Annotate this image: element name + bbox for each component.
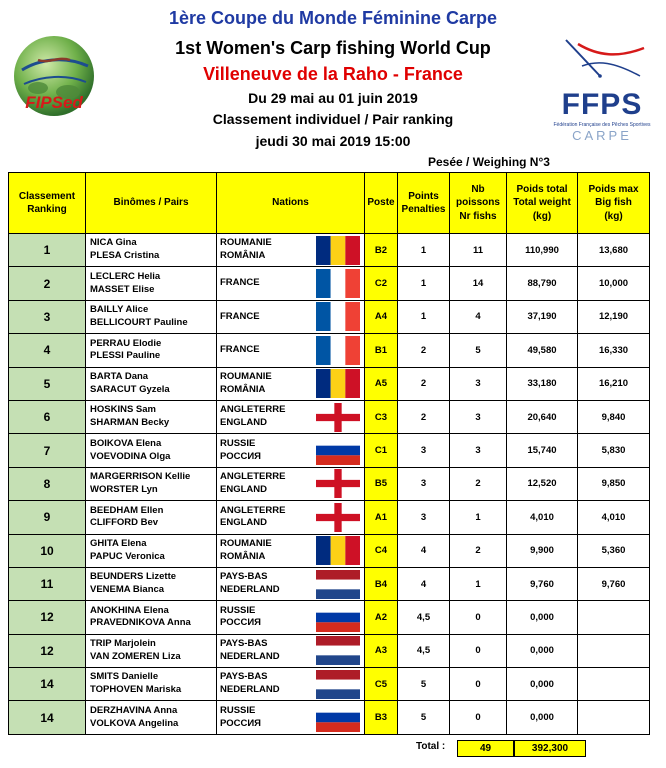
big-fish-cell: 4,010 xyxy=(578,501,650,534)
table-row xyxy=(9,334,650,367)
penalties-cell: 1 xyxy=(398,234,450,267)
rank-cell: 14 xyxy=(9,701,86,734)
poste-cell: A3 xyxy=(365,634,398,667)
total-weight-cell: 9,760 xyxy=(507,567,578,600)
rank-cell: 14 xyxy=(9,668,86,701)
rank-cell: 4 xyxy=(9,334,86,367)
big-fish-cell: 10,000 xyxy=(578,267,650,300)
nation-name-fr: ROUMANIE xyxy=(220,370,272,382)
rank-cell: 7 xyxy=(9,434,86,467)
pair-member-2: VOEVODINA Olga xyxy=(90,450,171,462)
total-weight-cell: 0,000 xyxy=(507,701,578,734)
pair-member-2: SHARMAN Becky xyxy=(90,417,170,429)
penalties-cell: 2 xyxy=(398,334,450,367)
poste-cell: C2 xyxy=(365,267,398,300)
col-poste-header: Poste xyxy=(365,173,398,234)
pair-member-2: PLESSI Pauline xyxy=(90,350,161,362)
fish-count-cell: 5 xyxy=(450,334,507,367)
total-fish: 49 xyxy=(457,740,514,757)
pair-member-2: PLESA Cristina xyxy=(90,250,160,262)
total-weight-cell: 110,990 xyxy=(507,234,578,267)
rank-cell: 2 xyxy=(9,267,86,300)
big-fish-cell: 9,850 xyxy=(578,467,650,500)
big-fish-cell: 9,840 xyxy=(578,400,650,433)
subtitle: Classement individuel / Pair ranking xyxy=(212,111,454,127)
fish-count-cell: 0 xyxy=(450,701,507,734)
nation-cell xyxy=(217,434,312,467)
netherlands-flag-icon xyxy=(312,567,365,600)
fish-count-cell: 0 xyxy=(450,668,507,701)
nation-name-local: РОССИЯ xyxy=(220,717,261,729)
poste-cell: C5 xyxy=(365,668,398,701)
table-row xyxy=(9,601,650,634)
total-label: Total : xyxy=(416,741,446,752)
table-row xyxy=(9,300,650,333)
nation-name-local: ENGLAND xyxy=(220,517,267,529)
penalties-cell: 5 xyxy=(398,701,450,734)
nation-name-local: РОССИЯ xyxy=(220,617,261,629)
ffps-logo xyxy=(548,36,656,146)
total-weight-cell: 33,180 xyxy=(507,367,578,400)
nation-name-local: ROMÂNIA xyxy=(220,250,266,262)
romania-flag-icon xyxy=(312,234,365,267)
penalties-cell: 3 xyxy=(398,467,450,500)
pair-cell xyxy=(86,234,217,267)
fish-count-cell: 2 xyxy=(450,534,507,567)
nation-cell xyxy=(217,467,312,500)
location: Villeneuve de la Raho - France xyxy=(203,64,463,84)
big-fish-cell xyxy=(578,634,650,667)
pair-member-1: BARTA Dana xyxy=(90,370,149,382)
pair-member-2: PAPUC Veronica xyxy=(90,550,165,562)
nation-name-local: ROMÂNIA xyxy=(220,550,266,562)
nation-name-fr: FRANCE xyxy=(220,343,260,355)
nation-cell xyxy=(217,701,312,734)
rank-cell: 5 xyxy=(9,367,86,400)
table-row xyxy=(9,634,650,667)
nation-name-fr: PAYS-BAS xyxy=(220,671,268,683)
pair-cell xyxy=(86,300,217,333)
nation-cell xyxy=(217,601,312,634)
pair-member-1: TRIP Marjolein xyxy=(90,638,156,650)
penalties-cell: 3 xyxy=(398,501,450,534)
ffps-logo-text: FFPS xyxy=(561,88,643,121)
nation-name-fr: PAYS-BAS xyxy=(220,638,268,650)
nation-cell xyxy=(217,634,312,667)
fish-count-cell: 0 xyxy=(450,601,507,634)
pair-cell xyxy=(86,434,217,467)
total-weight-cell: 49,580 xyxy=(507,334,578,367)
poste-cell: B2 xyxy=(365,234,398,267)
poste-cell: A5 xyxy=(365,367,398,400)
nation-name-fr: PAYS-BAS xyxy=(220,571,268,583)
nation-name-fr: RUSSIE xyxy=(220,604,256,616)
table-row xyxy=(9,534,650,567)
pair-member-1: MARGERRISON Kellie xyxy=(90,471,191,483)
total-weight-cell: 9,900 xyxy=(507,534,578,567)
pair-cell xyxy=(86,567,217,600)
penalties-cell: 4,5 xyxy=(398,634,450,667)
poste-cell: C3 xyxy=(365,400,398,433)
rank-cell: 1 xyxy=(9,234,86,267)
france-flag-icon xyxy=(312,267,365,300)
col-weight-header: Poids total Total weight (kg) xyxy=(507,173,578,234)
pair-cell xyxy=(86,534,217,567)
weighing-label: Pesée / Weighing N°3 xyxy=(428,155,550,169)
pair-member-1: SMITS Danielle xyxy=(90,671,159,683)
fish-count-cell: 3 xyxy=(450,400,507,433)
total-weight-cell: 20,640 xyxy=(507,400,578,433)
nation-cell xyxy=(217,400,312,433)
penalties-cell: 2 xyxy=(398,367,450,400)
col-bigfish-header: Poids max Big fish (kg) xyxy=(578,173,650,234)
total-weight-cell: 0,000 xyxy=(507,634,578,667)
nation-name-fr: RUSSIE xyxy=(220,437,256,449)
big-fish-cell: 9,760 xyxy=(578,567,650,600)
table-row xyxy=(9,701,650,734)
pair-member-2: WORSTER Lyn xyxy=(90,483,158,495)
romania-flag-icon xyxy=(312,534,365,567)
nation-name-fr: FRANCE xyxy=(220,310,260,322)
pair-member-1: BEUNDERS Lizette xyxy=(90,571,177,583)
pair-cell xyxy=(86,467,217,500)
big-fish-cell xyxy=(578,701,650,734)
pair-member-2: BELLICOURT Pauline xyxy=(90,316,188,328)
nation-name-fr: RUSSIE xyxy=(220,704,256,716)
nation-name-local: РОССИЯ xyxy=(220,450,261,462)
pair-cell xyxy=(86,501,217,534)
pair-member-1: BEEDHAM Ellen xyxy=(90,504,164,516)
nation-name-local: ENGLAND xyxy=(220,483,267,495)
table-row xyxy=(9,367,650,400)
big-fish-cell: 13,680 xyxy=(578,234,650,267)
netherlands-flag-icon xyxy=(312,634,365,667)
france-flag-icon xyxy=(312,334,365,367)
poste-cell: C1 xyxy=(365,434,398,467)
russia-flag-icon xyxy=(312,601,365,634)
big-fish-cell: 5,830 xyxy=(578,434,650,467)
fish-count-cell: 2 xyxy=(450,467,507,500)
nation-cell xyxy=(217,534,312,567)
table-row xyxy=(9,267,650,300)
poste-cell: A1 xyxy=(365,501,398,534)
big-fish-cell: 5,360 xyxy=(578,534,650,567)
big-fish-cell xyxy=(578,601,650,634)
big-fish-cell xyxy=(578,668,650,701)
nation-name-fr: ROUMANIE xyxy=(220,537,272,549)
pair-member-1: BOIKOVA Elena xyxy=(90,437,162,449)
penalties-cell: 1 xyxy=(398,300,450,333)
table-row xyxy=(9,567,650,600)
pair-member-2: VOLKOVA Angelina xyxy=(90,717,179,729)
table-row xyxy=(9,434,650,467)
table-row xyxy=(9,400,650,433)
title-en: 1st Women's Carp fishing World Cup xyxy=(175,38,491,58)
table-row xyxy=(9,234,650,267)
nation-cell xyxy=(217,267,312,300)
fish-count-cell: 1 xyxy=(450,501,507,534)
rank-cell: 3 xyxy=(9,300,86,333)
fish-count-cell: 1 xyxy=(450,567,507,600)
rank-cell: 11 xyxy=(9,567,86,600)
table-row xyxy=(9,501,650,534)
russia-flag-icon xyxy=(312,434,365,467)
poste-cell: C4 xyxy=(365,534,398,567)
total-weight-cell: 0,000 xyxy=(507,668,578,701)
penalties-cell: 4 xyxy=(398,567,450,600)
col-pairs-header: Binômes / Pairs xyxy=(86,173,217,234)
fish-count-cell: 14 xyxy=(450,267,507,300)
penalties-cell: 4,5 xyxy=(398,601,450,634)
pair-member-2: CLIFFORD Bev xyxy=(90,517,159,529)
nation-cell xyxy=(217,300,312,333)
russia-flag-icon xyxy=(312,701,365,734)
pair-cell xyxy=(86,334,217,367)
pair-cell xyxy=(86,400,217,433)
dates: Du 29 mai au 01 juin 2019 xyxy=(248,90,418,106)
penalties-cell: 2 xyxy=(398,400,450,433)
pair-member-1: ANOKHINA Elena xyxy=(90,604,169,616)
rank-cell: 10 xyxy=(9,534,86,567)
col-penalties-header: Points Penalties xyxy=(398,173,450,234)
rank-cell: 6 xyxy=(9,400,86,433)
total-weight-cell: 0,000 xyxy=(507,601,578,634)
pair-member-2: MASSET Elise xyxy=(90,283,155,295)
datetime: jeudi 30 mai 2019 15:00 xyxy=(255,133,411,149)
poste-cell: A4 xyxy=(365,300,398,333)
nation-name-fr: ROUMANIE xyxy=(220,237,272,249)
total-weight-cell: 12,520 xyxy=(507,467,578,500)
nation-cell xyxy=(217,334,312,367)
fish-count-cell: 3 xyxy=(450,434,507,467)
table-row xyxy=(9,668,650,701)
fish-count-cell: 4 xyxy=(450,300,507,333)
netherlands-flag-icon xyxy=(312,668,365,701)
total-weight-cell: 15,740 xyxy=(507,434,578,467)
fish-count-cell: 3 xyxy=(450,367,507,400)
pair-member-1: NICA Gina xyxy=(90,237,137,249)
pair-member-1: PERRAU Elodie xyxy=(90,337,162,349)
nation-name-local: NEDERLAND xyxy=(220,650,280,662)
ffps-logo-carpe: CARPE xyxy=(572,128,632,143)
pair-member-1: DERZHAVINA Anna xyxy=(90,704,178,716)
fipsed-logo xyxy=(8,30,100,126)
pair-member-1: LECLERC Helia xyxy=(90,270,161,282)
england-flag-icon xyxy=(312,467,365,500)
ranking-table xyxy=(8,172,650,735)
pair-cell xyxy=(86,267,217,300)
nation-cell xyxy=(217,501,312,534)
nation-cell xyxy=(217,567,312,600)
title-fr: 1ère Coupe du Monde Féminine Carpe xyxy=(168,8,498,28)
nation-name-fr: ANGLETERRE xyxy=(220,471,286,483)
total-weight-cell: 37,190 xyxy=(507,300,578,333)
nation-name-local: NEDERLAND xyxy=(220,584,280,596)
nation-cell xyxy=(217,367,312,400)
fish-count-cell: 11 xyxy=(450,234,507,267)
nation-cell xyxy=(217,234,312,267)
france-flag-icon xyxy=(312,300,365,333)
poste-cell: B5 xyxy=(365,467,398,500)
penalties-cell: 4 xyxy=(398,534,450,567)
rank-cell: 8 xyxy=(9,467,86,500)
pair-member-2: SARACUT Gyzela xyxy=(90,383,170,395)
col-rank-header: Classement Ranking xyxy=(9,173,86,234)
penalties-cell: 1 xyxy=(398,267,450,300)
pair-member-2: PRAVEDNIKOVA Anna xyxy=(90,617,191,629)
pair-cell xyxy=(86,367,217,400)
table-header-row xyxy=(9,173,650,234)
table-row xyxy=(9,467,650,500)
nation-name-local: NEDERLAND xyxy=(220,684,280,696)
total-weight-cell: 4,010 xyxy=(507,501,578,534)
pair-member-1: GHITA Elena xyxy=(90,537,147,549)
pair-cell xyxy=(86,701,217,734)
rank-cell: 12 xyxy=(9,634,86,667)
pair-member-2: TOPHOVEN Mariska xyxy=(90,684,182,696)
rank-cell: 9 xyxy=(9,501,86,534)
total-weight: 392,300 xyxy=(514,740,586,757)
poste-cell: B4 xyxy=(365,567,398,600)
nation-name-local: ROMÂNIA xyxy=(220,383,266,395)
england-flag-icon xyxy=(312,400,365,433)
nation-cell xyxy=(217,668,312,701)
penalties-cell: 3 xyxy=(398,434,450,467)
pair-cell xyxy=(86,668,217,701)
nation-name-fr: ANGLETERRE xyxy=(220,404,286,416)
pair-member-1: BAILLY Alice xyxy=(90,304,149,316)
fipsed-logo-text: FIPSed xyxy=(25,93,83,112)
pair-cell xyxy=(86,634,217,667)
poste-cell: B1 xyxy=(365,334,398,367)
romania-flag-icon xyxy=(312,367,365,400)
pair-member-2: VENEMA Bianca xyxy=(90,584,165,596)
big-fish-cell: 16,330 xyxy=(578,334,650,367)
ffps-logo-sub: Fédération Française des Pêches Sportives xyxy=(553,122,651,128)
ranking-body xyxy=(9,234,650,735)
big-fish-cell: 12,190 xyxy=(578,300,650,333)
england-flag-icon xyxy=(312,501,365,534)
fish-count-cell: 0 xyxy=(450,634,507,667)
pair-member-2: VAN ZOMEREN Liza xyxy=(90,650,181,662)
poste-cell: A2 xyxy=(365,601,398,634)
pair-cell xyxy=(86,601,217,634)
nation-name-fr: ANGLETERRE xyxy=(220,504,286,516)
col-nations-header: Nations xyxy=(217,173,365,234)
total-weight-cell: 88,790 xyxy=(507,267,578,300)
col-fish-header: Nb poissons Nr fishs xyxy=(450,173,507,234)
pair-member-1: HOSKINS Sam xyxy=(90,404,156,416)
penalties-cell: 5 xyxy=(398,668,450,701)
big-fish-cell: 16,210 xyxy=(578,367,650,400)
nation-name-fr: FRANCE xyxy=(220,277,260,289)
rank-cell: 12 xyxy=(9,601,86,634)
poste-cell: B3 xyxy=(365,701,398,734)
nation-name-local: ENGLAND xyxy=(220,417,267,429)
